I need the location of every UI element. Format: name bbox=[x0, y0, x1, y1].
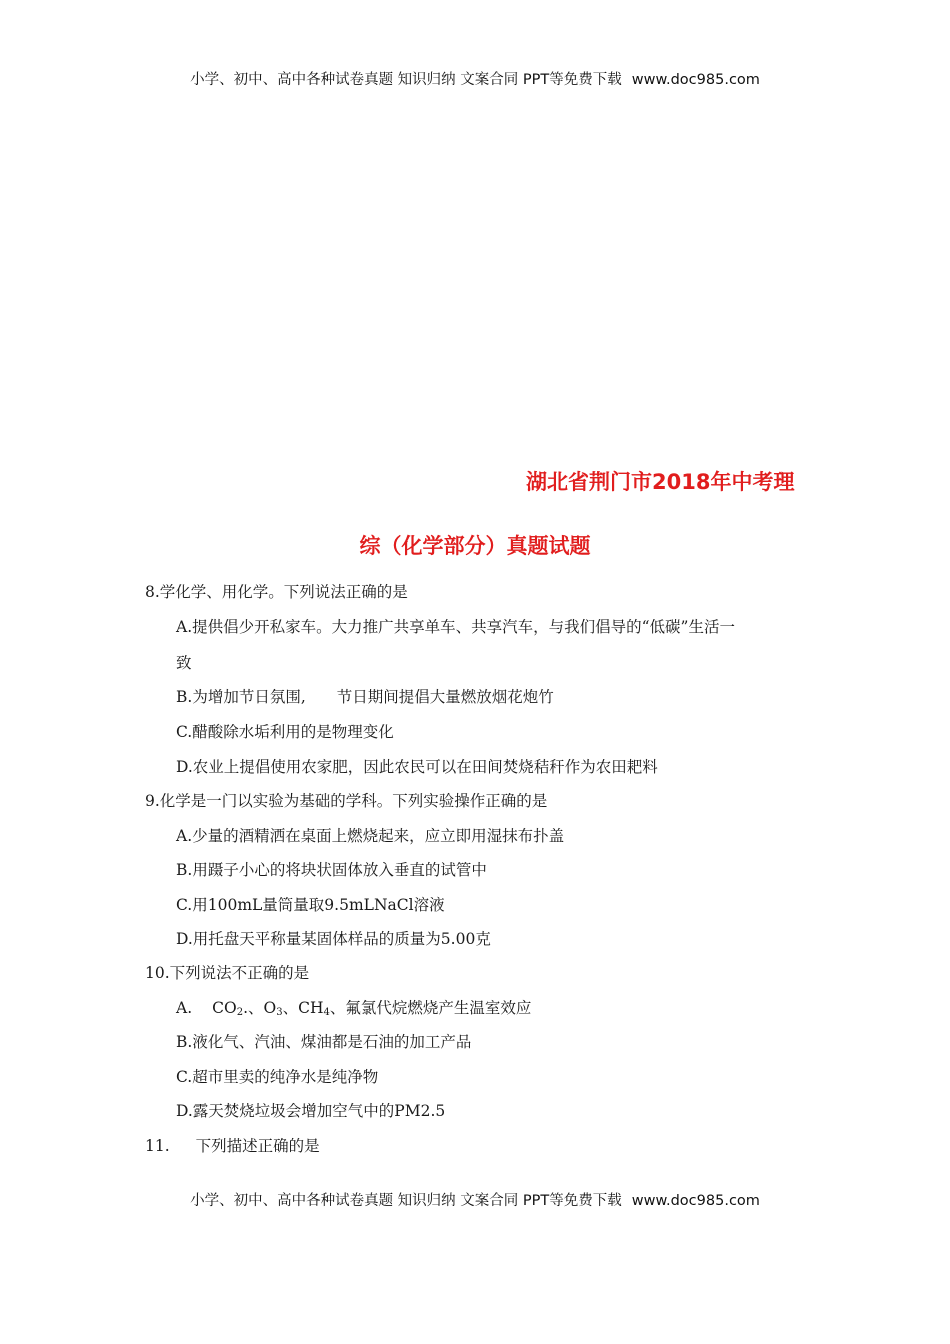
question-9-option-c: C.用100mL量筒量取9.5mLNaCl溶液 bbox=[176, 896, 445, 914]
question-8-option-d: D.农业上提倡使用农家肥，因此农民可以在田间焚烧秸秆作为农田耙料 bbox=[176, 758, 658, 776]
document-title-line-1: 湖北省荆门市2018年中考理 bbox=[526, 470, 795, 494]
document-title-line-2: 综（化学部分）真题试题 bbox=[359, 534, 591, 558]
question-10-option-d: D.露天焚烧垃圾会增加空气中的PM2.5 bbox=[176, 1102, 446, 1120]
question-11 bbox=[145, 1136, 320, 1156]
formula-co2: CO bbox=[212, 999, 237, 1017]
question-10-option-c: C.超市里卖的纯净水是纯净物 bbox=[176, 1068, 379, 1086]
footer-url[interactable]: www.doc985.com bbox=[631, 1193, 760, 1209]
question-8-option-a-continued: 致 bbox=[176, 654, 192, 672]
page-footer bbox=[0, 1189, 950, 1210]
subscript: 3 bbox=[276, 1007, 283, 1018]
question-9-stem: 9.化学是一门以实验为基础的学科。下列实验操作正确的是 bbox=[145, 792, 548, 810]
formula-o3: .、O bbox=[243, 999, 277, 1017]
formula-ch4: 、CH bbox=[282, 999, 324, 1017]
option-rest: 、氟氯代烷燃烧产生温室效应 bbox=[329, 999, 532, 1017]
question-9-option-b: B.用蹑子小心的将块状固体放入垂直的试管中 bbox=[176, 861, 487, 879]
question-9-option-a: A.少量的酒精洒在桌面上燃烧起来，应立即用湿抹布扑盖 bbox=[176, 827, 565, 845]
question-11-number: 11. bbox=[145, 1137, 170, 1155]
question-8-option-b: B.为增加节日氛围, 节日期间提倡大量燃放烟花炮竹 bbox=[176, 688, 554, 706]
subscript: 2 bbox=[236, 1007, 244, 1018]
question-11-stem: 下列描述正确的是 bbox=[195, 1137, 320, 1155]
question-10-option-a bbox=[176, 998, 531, 1023]
question-8-option-a: A.提供倡少开私家车。大力推广共享单车、共享汽车，与我们倡导的“低碳”生活一 bbox=[176, 618, 735, 636]
option-label: A. bbox=[176, 999, 193, 1017]
page-header bbox=[0, 68, 950, 89]
question-8-stem: 8.学化学、用化学。下列说法正确的是 bbox=[145, 583, 408, 601]
question-10-option-b: B.液化气、汽油、煤油都是石油的加工产品 bbox=[176, 1033, 472, 1051]
header-url[interactable]: www.doc985.com bbox=[631, 72, 760, 88]
header-text: 小学、初中、高中各种试卷真题 知识归纳 文案合同 PPT等免费下载 bbox=[190, 72, 622, 88]
subscript: 4 bbox=[323, 1007, 330, 1018]
question-10-stem: 10.下列说法不正确的是 bbox=[145, 964, 310, 982]
question-9-option-d: D.用托盘天平称量某固体样品的质量为5.00克 bbox=[176, 930, 491, 948]
question-8-option-c: C.醋酸除水垢利用的是物理变化 bbox=[176, 723, 394, 741]
footer-text: 小学、初中、高中各种试卷真题 知识归纳 文案合同 PPT等免费下载 bbox=[190, 1193, 622, 1209]
